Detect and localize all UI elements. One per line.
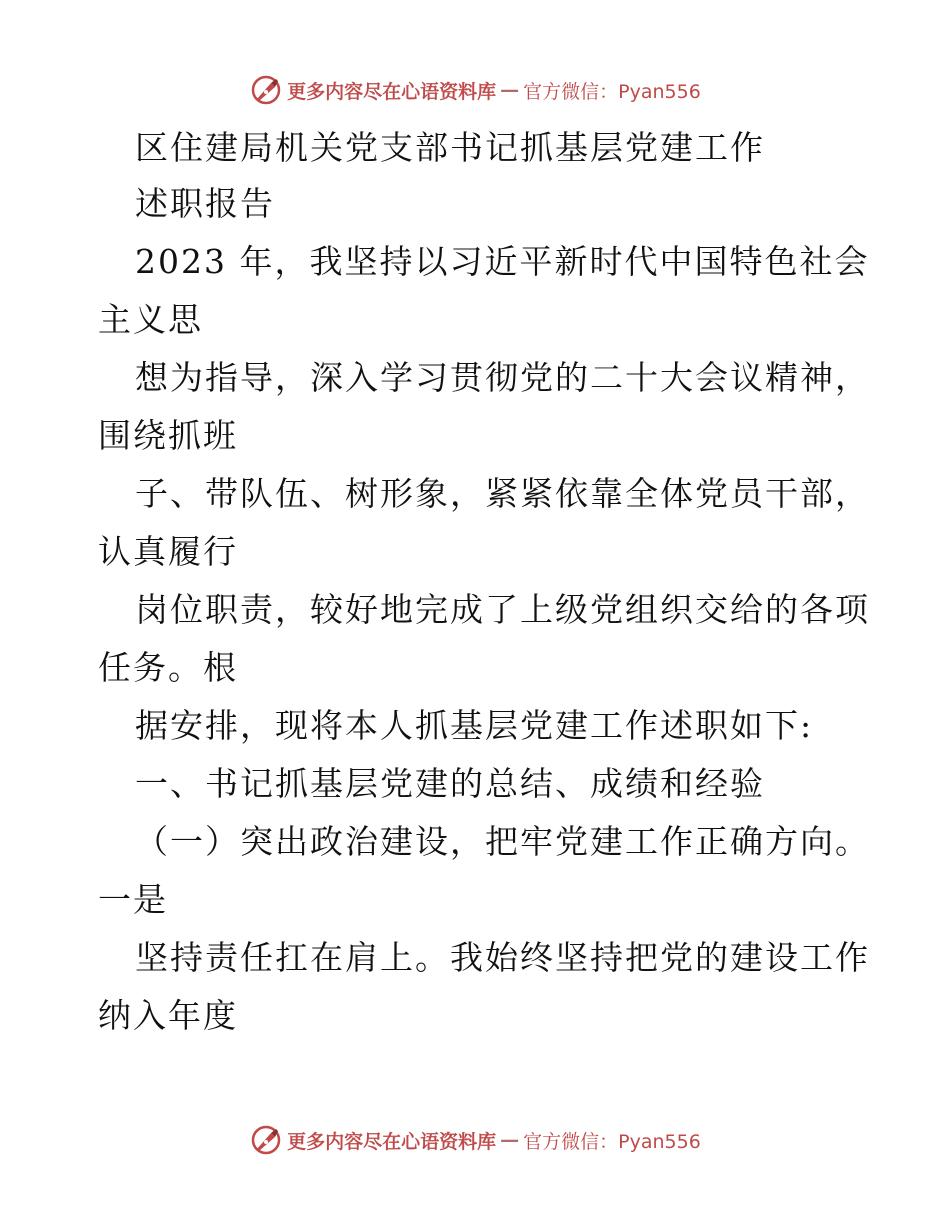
doc-title-line-1: 区住建局机关党支部书记抓基层党建工作 <box>135 128 765 167</box>
watermark-separator: — <box>500 79 520 101</box>
watermark-separator: — <box>500 1129 520 1151</box>
section-heading: 一、书记抓基层党建的总结、成绩和经验 <box>135 764 765 803</box>
paragraph-line: 2023 年，我坚持以习近平新时代中国特色社会 <box>135 242 870 281</box>
paragraph-line: 一是 <box>98 880 168 919</box>
paragraph-line: 任务。根 <box>98 648 238 687</box>
paragraph-line: 岗位职责，较好地完成了上级党组织交给的各项 <box>135 590 870 629</box>
pen-nib-logo-icon <box>249 1123 283 1157</box>
footer-watermark <box>0 1120 950 1160</box>
watermark-text: 更多内容尽在心语资料库 <box>287 1130 497 1153</box>
paragraph-line: 据安排，现将本人抓基层党建工作述职如下: <box>135 706 814 745</box>
paragraph-line: 子、带队伍、树形象，紧紧依靠全体党员干部， <box>135 474 870 513</box>
paragraph-line: 围绕抓班 <box>98 416 238 455</box>
watermark-wechat: 官方微信：Pyan556 <box>523 1130 701 1153</box>
pen-nib-logo-icon <box>249 73 283 107</box>
header-watermark <box>0 70 950 110</box>
paragraph-line: 主义思 <box>98 300 203 339</box>
watermark-text: 更多内容尽在心语资料库 <box>287 80 497 103</box>
paragraph-line: 认真履行 <box>98 532 238 571</box>
watermark-wechat: 官方微信：Pyan556 <box>523 80 701 103</box>
paragraph-line: 想为指导，深入学习贯彻党的二十大会议精神， <box>135 358 870 397</box>
paragraph-line: 纳入年度 <box>98 996 238 1035</box>
doc-title-line-2: 述职报告 <box>135 184 275 223</box>
subsection-heading: （一）突出政治建设，把牢党建工作正确方向。 <box>135 822 870 861</box>
paragraph-line: 坚持责任扛在肩上。我始终坚持把党的建设工作 <box>135 938 870 977</box>
